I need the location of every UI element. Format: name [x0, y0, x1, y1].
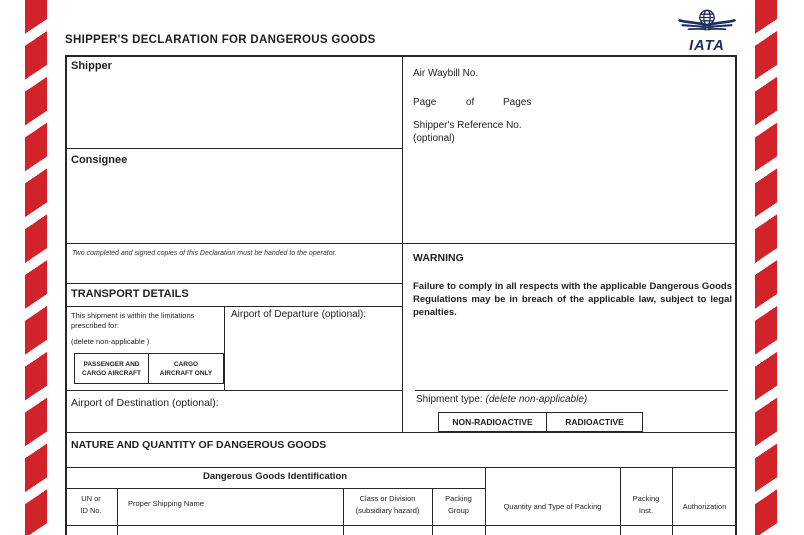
form-title: SHIPPER'S DECLARATION FOR DANGEROUS GOODS [65, 34, 376, 46]
col-pi-line1: Packing [632, 494, 660, 503]
pages-label: Pages [503, 97, 532, 108]
grid-line-transport-bottom [65, 390, 402, 391]
hazard-stripe-right [755, 0, 777, 535]
col-un-id-line1: UN or [81, 494, 101, 503]
airport-destination-label: Airport of Destination (optional): [71, 397, 219, 409]
option-passenger-line2: CARGO AIRCRAFT [82, 369, 141, 377]
shipment-type-options-box [438, 412, 643, 432]
shipment-type-delete-note: (delete non-applicable) [485, 394, 588, 405]
hazard-stripe-left [25, 0, 47, 535]
col-header-un-id [65, 493, 117, 517]
page-label: Page [413, 97, 437, 108]
option-passenger-cargo-aircraft[interactable] [75, 354, 148, 383]
grid-line-warning-rule [415, 390, 728, 391]
grid-line-col-inst [672, 467, 673, 535]
shipper-field[interactable] [67, 76, 400, 146]
grid-line-shipper-consignee [65, 148, 402, 149]
col-pg-line1: Packing [445, 494, 472, 503]
grid-line-nature-top [65, 432, 737, 433]
air-waybill-label: Air Waybill No. [413, 68, 479, 79]
iata-logo-wings [680, 20, 735, 29]
airport-destination-field[interactable] [67, 410, 400, 430]
shipper-label: Shipper [71, 60, 112, 72]
col-pg-line2: Group [448, 506, 469, 515]
option-cargo-line2: AIRCRAFT ONLY [159, 369, 213, 377]
grid-line-transport-divider [224, 306, 225, 390]
col-header-proper-shipping-name: Proper Shipping Name [128, 499, 204, 508]
option-non-radioactive[interactable] [439, 413, 546, 431]
delete-non-applicable-note: (delete non-applicable ) [71, 337, 150, 346]
col-pi-line2: Inst. [638, 506, 654, 515]
grid-line-dgi-bottom [65, 488, 485, 489]
transport-details-heading: TRANSPORT DETAILS [71, 288, 189, 300]
col-un-id-line2: ID No. [80, 506, 102, 515]
grid-line-transport-top [65, 306, 402, 307]
warning-heading: WARNING [413, 252, 464, 264]
option-radioactive[interactable] [546, 413, 642, 431]
iata-logo [678, 7, 736, 54]
shippers-reference-field[interactable] [404, 146, 735, 241]
shippers-reference-optional: (optional) [413, 133, 455, 144]
option-passenger-line1: PASSENGER AND [83, 360, 140, 368]
aircraft-options-box [74, 353, 224, 384]
airport-departure-field[interactable] [226, 322, 400, 388]
col-header-class-division [343, 493, 432, 517]
grid-line-nature-bottom [65, 467, 737, 468]
grid-line-row-243 [65, 243, 737, 244]
grid-line-col-pg [485, 467, 486, 535]
col-header-packing-inst [620, 493, 672, 517]
warning-body: Failure to comply in all respects with the applicable Dangerous Goods Regulations may be in breach of the applicable law, subject to legal penalties. [413, 281, 732, 318]
iata-logo-text: IATA [689, 38, 725, 54]
dgi-heading: Dangerous Goods Identification [202, 471, 348, 482]
airport-departure-label: Airport of Departure (optional): [231, 309, 367, 320]
option-radioactive-label: RADIOACTIVE [565, 417, 624, 427]
col-header-quantity-packing: Quantity and Type of Packing [503, 502, 602, 511]
operator-note: Two completed and signed copies of this Declaration must be handed to the operator. [72, 250, 337, 257]
col-header-packing-group [432, 493, 485, 517]
nature-quantity-heading: NATURE AND QUANTITY OF DANGEROUS GOODS [71, 439, 327, 451]
shipment-type-row [416, 394, 587, 405]
limitations-text: This shipment is within the limitations prescribed for: [71, 311, 195, 330]
consignee-label: Consignee [71, 154, 128, 166]
option-cargo-line1: CARGO [173, 360, 199, 368]
shipment-type-label: Shipment type: [416, 394, 483, 405]
col-header-authorization: Authorization [682, 502, 727, 511]
option-non-radioactive-label: NON-RADIOACTIVE [452, 417, 533, 427]
of-label: of [466, 97, 475, 108]
consignee-field[interactable] [67, 170, 400, 241]
shippers-reference-label: Shipper's Reference No. [413, 120, 522, 131]
page-of-pages-field[interactable] [404, 92, 735, 114]
option-cargo-aircraft-only[interactable] [148, 354, 223, 383]
col-class-line1: Class or Division [359, 494, 416, 503]
col-class-line2: (subsidiary hazard) [355, 506, 420, 515]
goods-table-body-row[interactable] [66, 526, 736, 535]
grid-line-note-bottom [65, 283, 402, 284]
